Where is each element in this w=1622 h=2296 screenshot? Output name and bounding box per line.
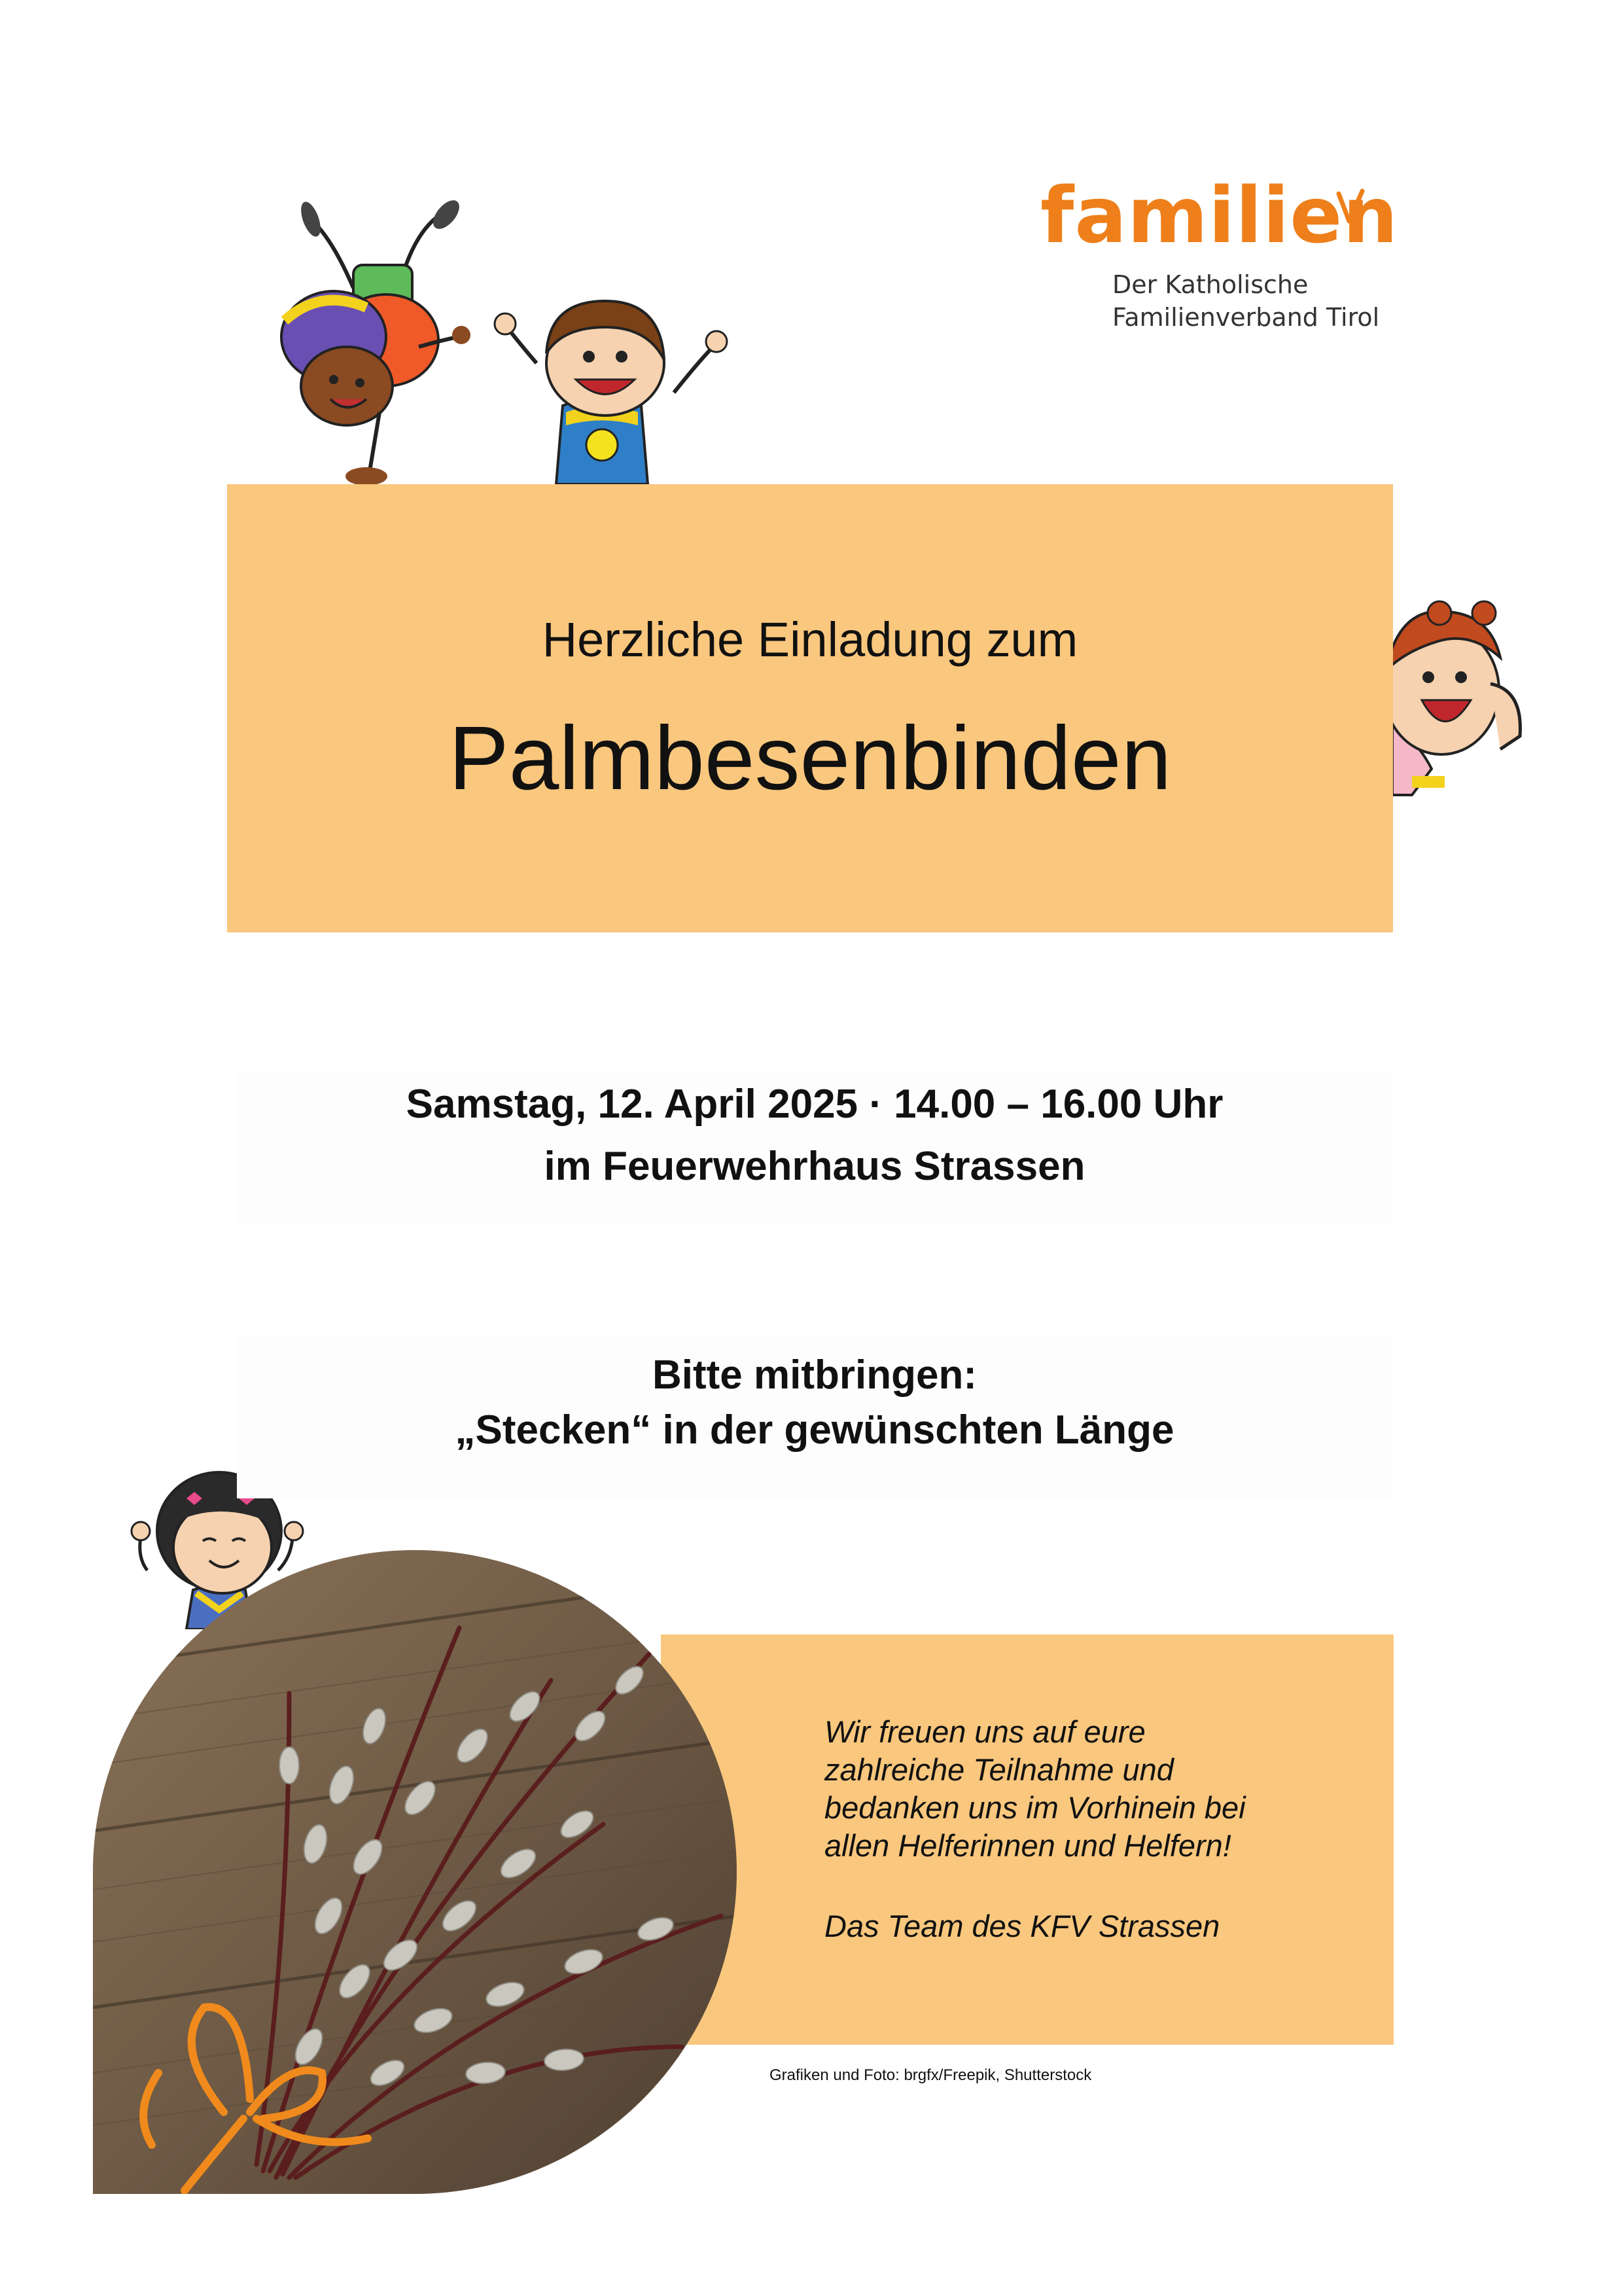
peeking-girl-illustration [1392, 586, 1530, 802]
logo-mark-icon [1335, 188, 1366, 228]
thank-you-message [824, 1713, 1361, 1865]
image-credit: Grafiken und Foto: brgfx/Freepik, Shutterstock [769, 2066, 1092, 2084]
familienverband-logo [1040, 170, 1407, 340]
bring-item: „Stecken“ in der gewünschten Länge [455, 1407, 1174, 1453]
thank-you-box [661, 1634, 1394, 2045]
logo-subtitle-line2: Familienverband Tirol [1112, 303, 1380, 332]
event-title: Palmbesenbinden [448, 708, 1172, 809]
team-signature: Das Team des KFV Strassen [824, 1909, 1220, 1943]
message-line: allen Helferinnen und Helfern! [824, 1828, 1231, 1863]
bring-along-section [237, 1335, 1392, 1498]
waving-boy-illustration [491, 288, 733, 484]
event-location: im Feuerwehrhaus Strassen [544, 1144, 1085, 1189]
event-date-time: Samstag, 12. April 2025 · 14.00 – 16.00 Uhr [406, 1082, 1224, 1127]
message-line: Wir freuen uns auf eure [824, 1714, 1146, 1749]
logo-subtitle-line1: Der Katholische [1112, 270, 1309, 299]
cartwheel-kid-illustration [262, 190, 478, 491]
invitation-line: Herzliche Einladung zum [542, 612, 1078, 667]
title-banner [227, 484, 1393, 932]
logo-wordmark: familien [1040, 170, 1399, 260]
bring-heading: Bitte mitbringen: [652, 1352, 977, 1398]
event-details [237, 1073, 1392, 1224]
pussy-willow-photo [93, 1549, 737, 2194]
logo-subtitle [1112, 268, 1379, 334]
message-line: zahlreiche Teilnahme und [824, 1752, 1174, 1787]
message-line: bedanken uns im Vorhinein bei [824, 1790, 1246, 1825]
